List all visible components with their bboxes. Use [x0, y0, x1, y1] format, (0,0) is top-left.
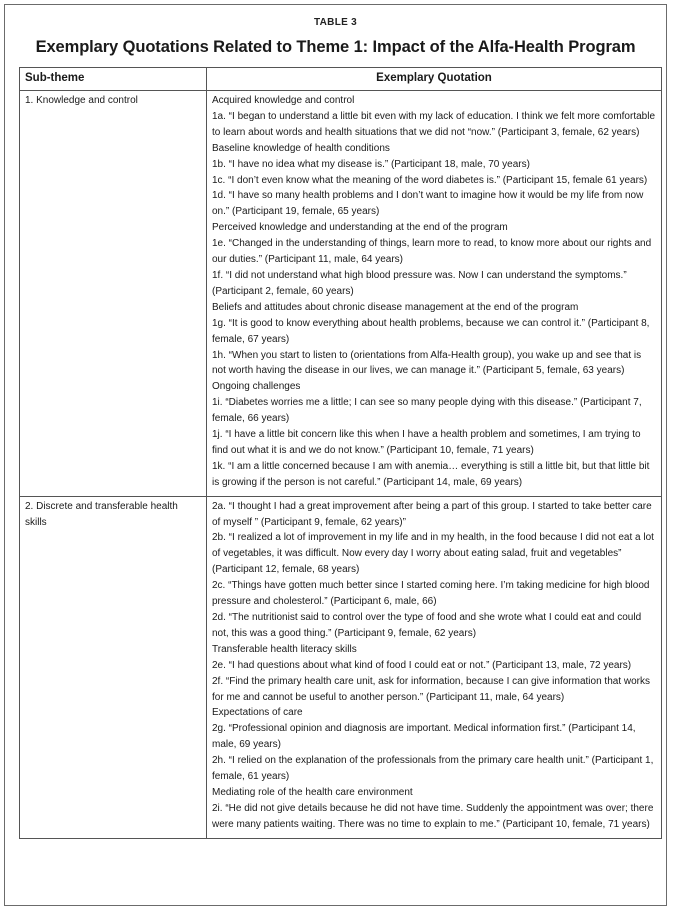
quote-line: 1e. “Changed in the understanding of things, learn more to read, to know more about our rights and our duties.” (Participant 11, male, 64 years)	[212, 238, 652, 266]
subtheme-cell: 2. Discrete and transferable health skills	[20, 496, 207, 838]
table-title: Exemplary Quotations Related to Theme 1: Impact of the Alfa-Health Program	[35, 38, 636, 56]
table-label: TABLE 3	[313, 17, 358, 28]
quote-line: 1c. “I don’t even know what the meaning of the word diabetes is.” (Participant 15, female 61 years)	[212, 174, 648, 186]
quote-line: 2i. “He did not give details because he did not have time. Suddenly the appointment was over; there were many patients waiting. There was no time to explain to me.” (Participant 10, female, 71 years)	[212, 802, 654, 830]
quote-line: 1h. “When you start to listen to (orientations from Alfa-Health group), you wake up and see that is not worth having the disease in our lives, we can manage it.” (Participant 5, female, 63 years)	[212, 349, 642, 377]
quote-line: 1d. “I have so many health problems and I don’t want to imagine how it would be my life from now on.” (Participant 19, female, 65 years)	[212, 190, 644, 218]
quote-line: 2c. “Things have gotten much better since I started coming here. I’m taking medicine for high blood pressure and cholesterol.” (Participant 6, male, 66)	[212, 580, 650, 608]
quote-line: Mediating role of the health care environment	[212, 786, 413, 798]
quote-line: 1b. “I have no idea what my disease is.” (Participant 18, male, 70 years)	[212, 158, 530, 170]
quote-line: 1g. “It is good to know everything about health problems, because we can control it.” (Participant 8, female, 67 years)	[212, 317, 650, 345]
table-row	[20, 91, 662, 497]
quote-line: Ongoing challenges	[212, 381, 301, 393]
header-subtheme: Sub-theme	[20, 68, 207, 91]
quote-line: Beliefs and attitudes about chronic disease management at the end of the program	[212, 301, 579, 313]
quote-line: 1k. “I am a little concerned because I am with anemia… everything is still a little bit, but that little bit is growing if the person is not careful.” (Participant 14, male, 69 years)	[212, 460, 650, 488]
quote-line: Acquired knowledge and control	[212, 95, 355, 106]
quote-line: 1f. “I did not understand what high blood pressure was. Now I can understand the symptoms.” (Participant 2, female, 60 years)	[212, 269, 627, 297]
quote-line: Expectations of care	[212, 707, 303, 719]
subtheme-cell: 1. Knowledge and control	[20, 91, 207, 497]
quote-line: 2f. “Find the primary health care unit, ask for information, because I can give information that works for me and cannot be useful to another person.” (Participant 11, male, 64 years)	[212, 675, 650, 703]
quote-line: 1j. “I have a little bit concern like this when I have a health problem and sometimes, I am trying to find out what it is and we do not know.” (Participant 10, female, 71 years)	[212, 429, 641, 456]
quote-line: 2g. “Professional opinion and diagnosis are important. Medical information first.” (Participant 14, male, 69 years)	[212, 723, 636, 751]
quote-line: 2a. “I thought I had a great improvement after being a part of this group. I started to take better care of myself ” (Participant 9, female, 62 years)”	[212, 500, 652, 528]
quote-line: 2d. “The nutritionist said to control over the type of food and she wrote what I could eat and could not, this was a good thing.” (Participant 9, female, 62 years)	[212, 612, 642, 639]
header-quotation: Exemplary Quotation	[207, 68, 662, 91]
quotations-table	[19, 67, 662, 839]
quote-line: 1a. “I began to understand a little bit even with my lack of education. I think we felt more comfortable to learn about words and health situations that we did not “now.” (Participant 3, female, 62 years)	[212, 110, 656, 138]
document-frame	[4, 4, 667, 906]
table-row	[20, 496, 662, 838]
quote-line: Transferable health literacy skills	[212, 643, 357, 655]
quote-line: 1i. “Diabetes worries me a little; I can see so many people dying with this disease.” (Participant 7, female, 66 years)	[212, 397, 642, 425]
quote-line: Perceived knowledge and understanding at the end of the program	[212, 222, 508, 234]
quotation-cell	[207, 496, 662, 838]
quote-line: 2b. “I realized a lot of improvement in my life and in my health, in the food because I did not eat a lot of vegetables, it was difficult. Now every day I worry about eating salad, fruit and vegetables” (Participant 12, female, 68 years)	[212, 532, 654, 576]
quote-line: 2e. “I had questions about what kind of food I could eat or not.” (Participant 13, male, 72 years)	[212, 659, 632, 671]
quotation-cell	[207, 91, 662, 497]
header-row	[20, 68, 662, 91]
quote-line: 2h. “I relied on the explanation of the professionals from the primary care health unit.” (Participant 1, female, 61 years)	[212, 755, 654, 783]
quote-line: Baseline knowledge of health conditions	[212, 142, 390, 154]
